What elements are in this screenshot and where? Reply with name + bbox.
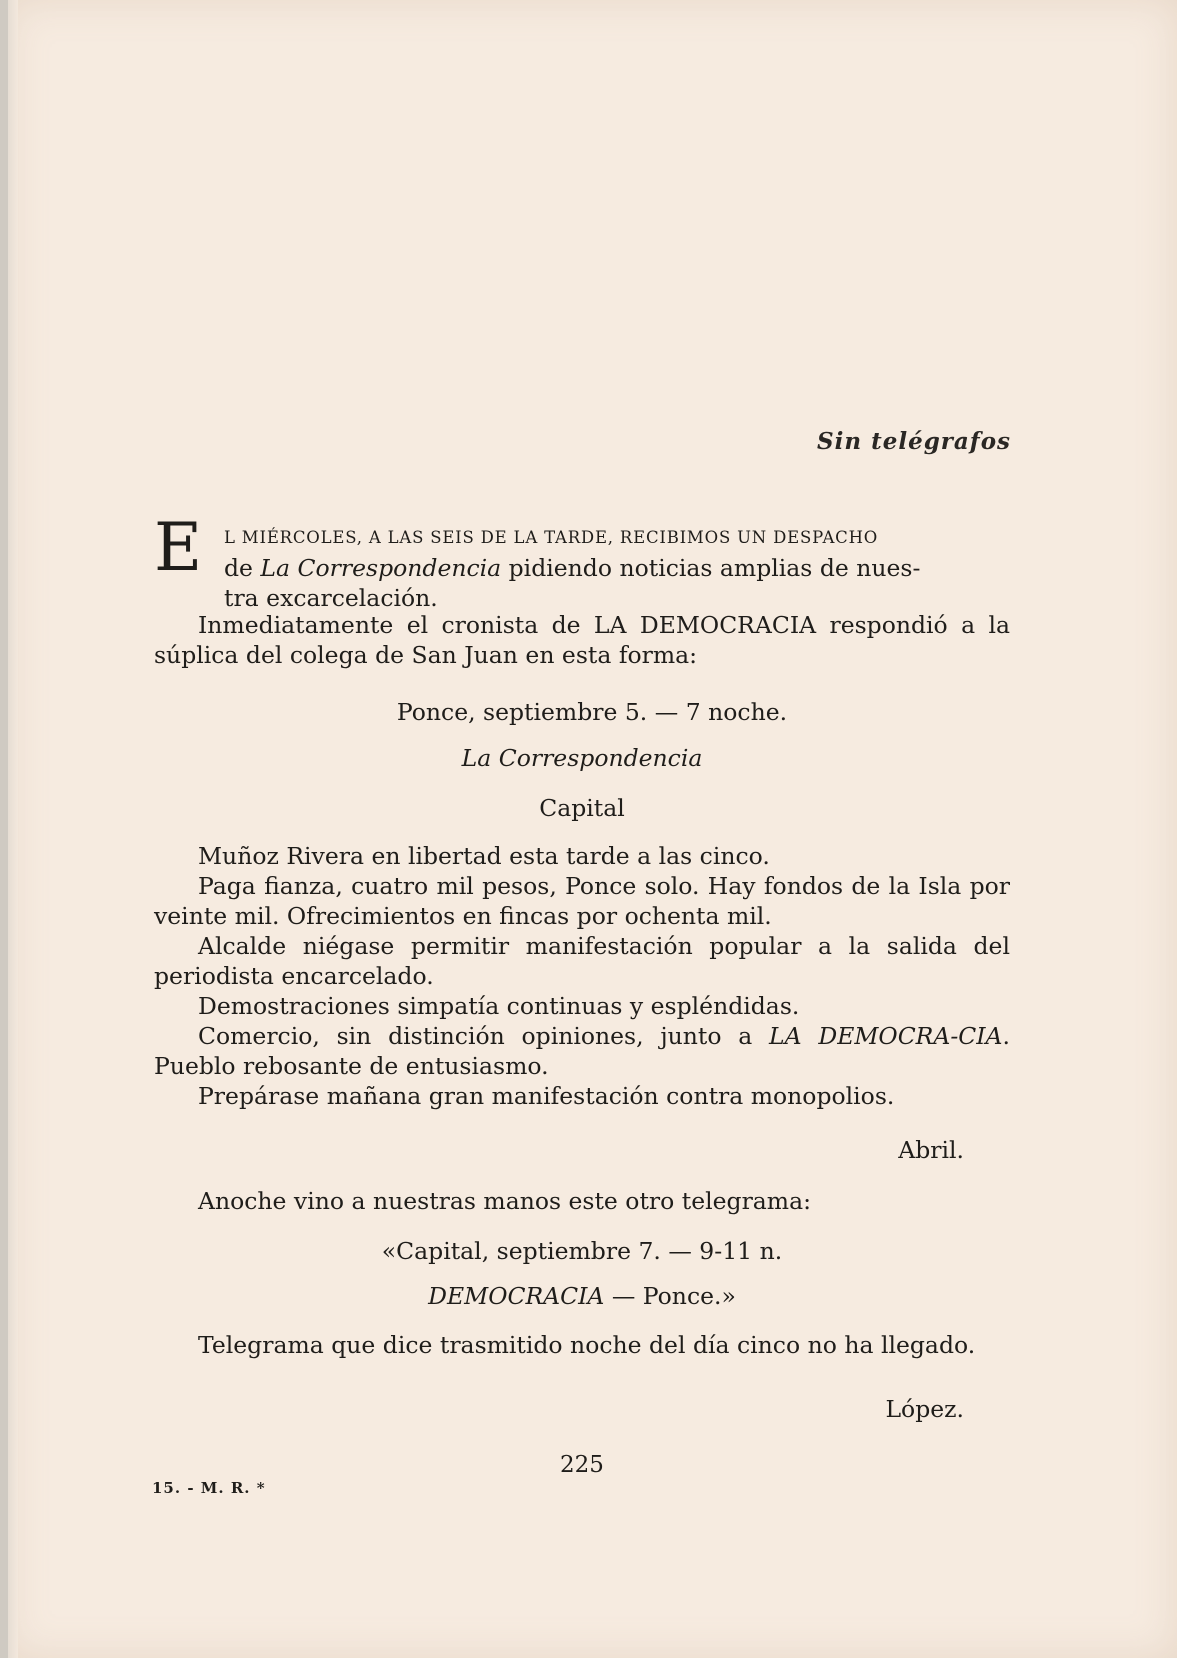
- telegram1-line5-b: . Pueblo rebosante de entusiasmo.: [154, 1022, 1010, 1080]
- telegram1-line6: Prepárase mañana gran manifestación contra monopolios.: [198, 1082, 895, 1110]
- running-title: Sin telégrafos: [817, 428, 1011, 455]
- opening-line2-a: de: [224, 554, 261, 582]
- opening-line3: tra excarcelación.: [224, 584, 438, 612]
- drop-cap: E: [154, 509, 203, 586]
- telegram1-line3: Alcalde niégase permitir manifestación popular a la salida del periodista encarcelado.: [154, 932, 1010, 990]
- page-number: 225: [560, 1452, 604, 1478]
- telegram1-line4: Demostraciones simpatía continuas y espléndidas.: [198, 992, 800, 1020]
- opening-line2-b: pidiendo noticias amplias de nues-: [501, 554, 921, 582]
- telegram1-line5: [154, 1021, 1010, 1081]
- telegram1-line5-a: Comercio, sin distinción opiniones, junto a: [198, 1022, 770, 1050]
- telegram2-signature: López.: [885, 1395, 964, 1423]
- telegram1-signature: Abril.: [898, 1136, 964, 1164]
- telegram2-addressee-rest: — Ponce.»: [604, 1282, 736, 1310]
- last-night-paragraph: Anoche vino a nuestras manos este otro telegrama:: [198, 1187, 812, 1215]
- newspaper-title: La Correspondencia: [260, 554, 502, 582]
- telegram1-line2: Paga fianza, cuatro mil pesos, Ponce solo. Hay fondos de la Isla por veinte mil. Ofrecimientos en fincas por ochenta mil.: [154, 872, 1010, 930]
- telegram2-dateline: «Capital, septiembre 7. — 9-11 n.: [381, 1237, 783, 1265]
- telegram1-addressee: La Correspondencia: [461, 744, 703, 772]
- page-edge: [8, 0, 18, 1658]
- telegram2-addressee: [154, 1281, 1010, 1311]
- telegram1-line1: Muñoz Rivera en libertad esta tarde a las cinco.: [198, 842, 770, 870]
- telegram1-dateline: Ponce, septiembre 5. — 7 noche.: [396, 698, 788, 726]
- signature-mark: 15. - M. R. *: [152, 1479, 266, 1497]
- opening-smallcaps: L MIÉRCOLES, A LAS SEIS DE LA TARDE, RECIBIMOS UN DESPACHO: [224, 528, 879, 547]
- telegram1-place: Capital: [539, 794, 625, 822]
- telegram2-body: Telegrama que dice trasmitido noche del día cinco no ha llegado.: [198, 1331, 976, 1359]
- reply-paragraph: Inmediatamente el cronista de LA DEMOCRACIA respondió a la súplica del colega de San Juan en esta forma:: [154, 611, 1010, 669]
- telegram2-addressee-italic: DEMOCRACIA: [428, 1282, 605, 1310]
- opening-paragraph: [224, 520, 1010, 613]
- telegram1-line5-italic: LA DEMOCRA-CIA: [769, 1022, 1003, 1050]
